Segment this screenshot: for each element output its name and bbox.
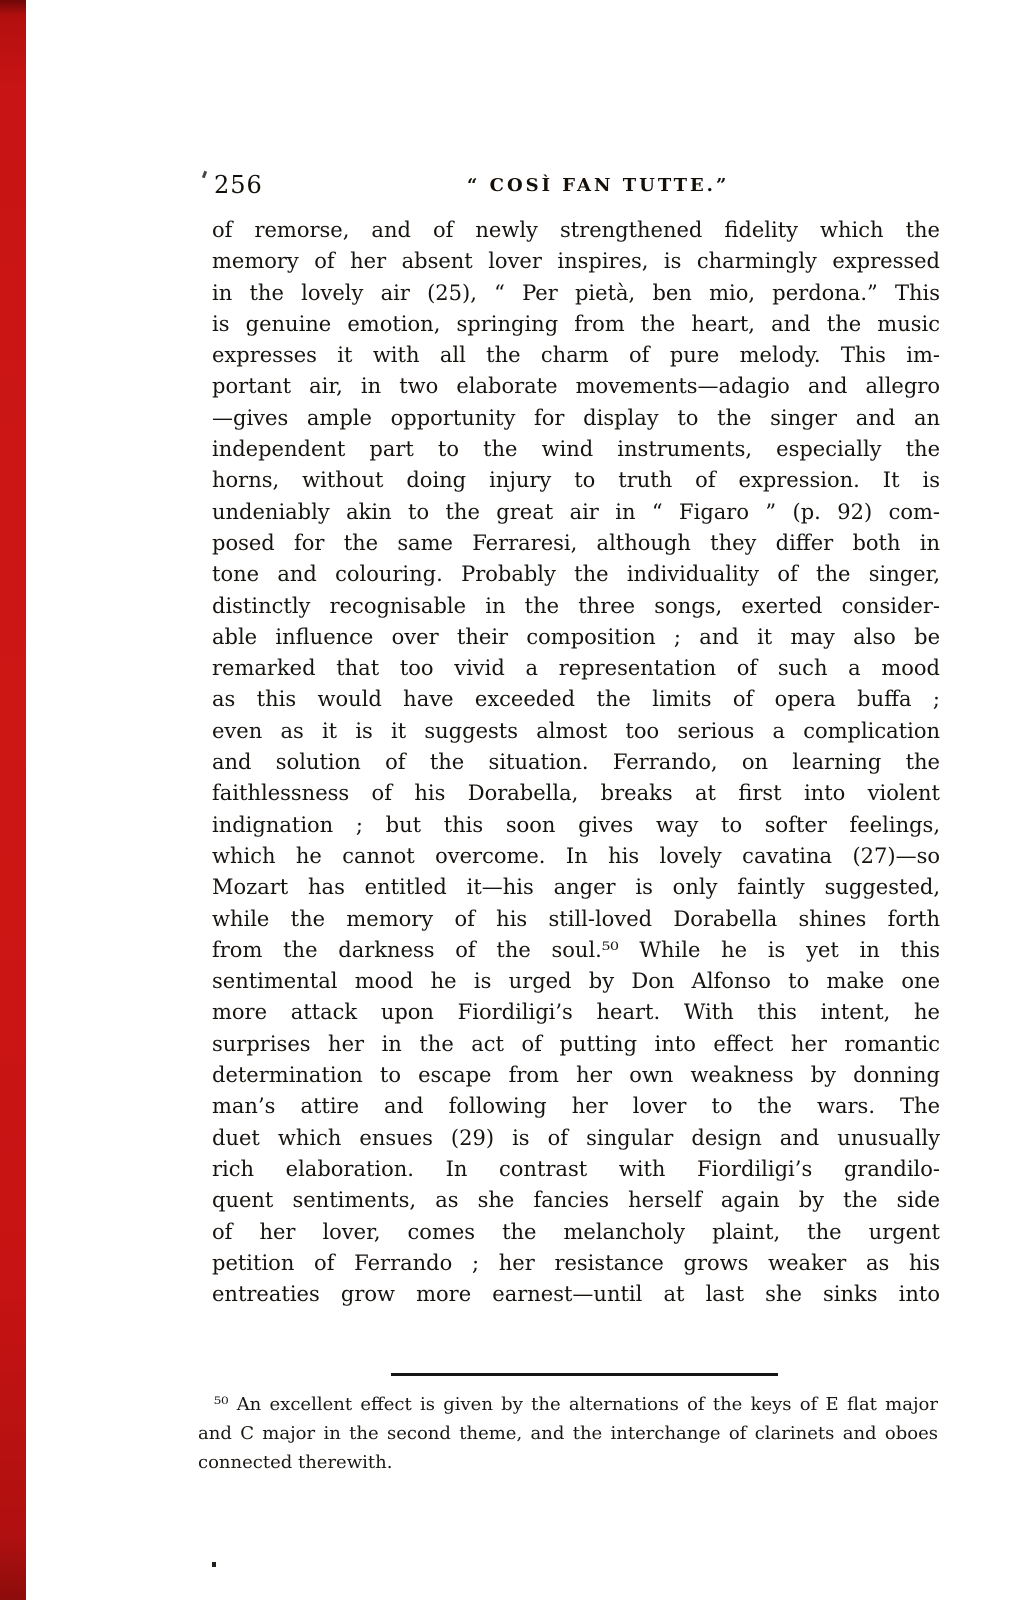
body-text-line: independent part to the wind instruments, especially the — [212, 437, 940, 462]
body-text-line: petition of Ferrando ; her resistance grows weaker as his — [212, 1250, 940, 1275]
footnote — [198, 1390, 938, 1477]
body-text-line: distinctly recognisable in the three songs, exerted consider- — [212, 593, 940, 618]
body-text-line: quent sentiments, as she fancies herself again by the side — [212, 1188, 940, 1213]
body-text-line: duet which ensues (29) is of singular design and unusually — [212, 1125, 940, 1150]
scan-speck-artifact-bottom — [212, 1562, 216, 1567]
body-text-line: of her lover, comes the melancholy plaint, the urgent — [212, 1219, 940, 1244]
footnote-line: and C major in the second theme, and the interchange of clarinets and oboes — [198, 1423, 938, 1444]
body-text-line: sentimental mood he is urged by Don Alfonso to make one — [212, 969, 940, 994]
body-text-line: surprises her in the act of putting into effect her romantic — [212, 1031, 940, 1056]
body-text-line: expresses it with all the charm of pure melody. This im- — [212, 343, 940, 368]
body-text-line: faithlessness of his Dorabella, breaks at first into violent — [212, 781, 940, 806]
body-text-line: which he cannot overcome. In his lovely cavatina (27)—so — [212, 843, 940, 868]
body-text-line: tone and colouring. Probably the individuality of the singer, — [212, 562, 940, 587]
body-text-line: more attack upon Fiordiligi’s heart. With this intent, he — [212, 1000, 940, 1025]
body-text-line: while the memory of his still-loved Dorabella shines forth — [212, 906, 940, 931]
book-edge-red-strip — [0, 0, 26, 1600]
body-text — [212, 215, 940, 1310]
page-number: 256 — [214, 171, 263, 199]
body-text-line: determination to escape from her own weakness by donning — [212, 1063, 940, 1088]
body-text-line: horns, without doing injury to truth of expression. It is — [212, 468, 940, 493]
body-text-line: memory of her absent lover inspires, is charmingly expressed — [212, 249, 940, 274]
body-text-line: rich elaboration. In contrast with Fiordiligi’s grandilo- — [212, 1156, 940, 1181]
footnote-separator-rule — [391, 1373, 778, 1376]
body-text-line: and solution of the situation. Ferrando, on learning the — [212, 750, 940, 775]
body-text-line: undeniably akin to the great air in “ Figaro ” (p. 92) com- — [212, 499, 940, 524]
body-text-line: posed for the same Ferraresi, although they differ both in — [212, 530, 940, 555]
body-text-line: Mozart has entitled it—his anger is only faintly suggested, — [212, 875, 940, 900]
body-text-line: is genuine emotion, springing from the heart, and the music — [212, 311, 940, 336]
body-text-line: in the lovely air (25), “ Per pietà, ben mio, perdona.” This — [212, 280, 940, 305]
footnote-line: ⁵⁰ An excellent effect is given by the alternations of the keys of E flat major — [214, 1394, 938, 1415]
body-text-line: portant air, in two elaborate movements—adagio and allegro — [212, 374, 940, 399]
body-text-line: man’s attire and following her lover to the wars. The — [212, 1094, 940, 1119]
running-header-title: “ COSÌ FAN TUTTE.” — [467, 175, 730, 196]
body-text-line: indignation ; but this soon gives way to softer feelings, — [212, 812, 940, 837]
body-text-line: from the darkness of the soul.⁵⁰ While he is yet in this — [212, 937, 940, 962]
body-text-line: even as it is it suggests almost too serious a complication — [212, 718, 940, 743]
body-text-line: able influence over their composition ; and it may also be — [212, 624, 940, 649]
body-text-line: —gives ample opportunity for display to the singer and an — [212, 405, 940, 430]
footnote-line: connected therewith. — [198, 1452, 393, 1473]
body-text-line: entreaties grow more earnest—until at last she sinks into — [212, 1282, 940, 1307]
body-text-line: as this would have exceeded the limits of opera buffa ; — [212, 687, 940, 712]
body-text-line: of remorse, and of newly strengthened fidelity which the — [212, 218, 940, 242]
body-text-line: remarked that too vivid a representation of such a mood — [212, 656, 940, 681]
scan-speck-artifact-top — [202, 171, 207, 179]
